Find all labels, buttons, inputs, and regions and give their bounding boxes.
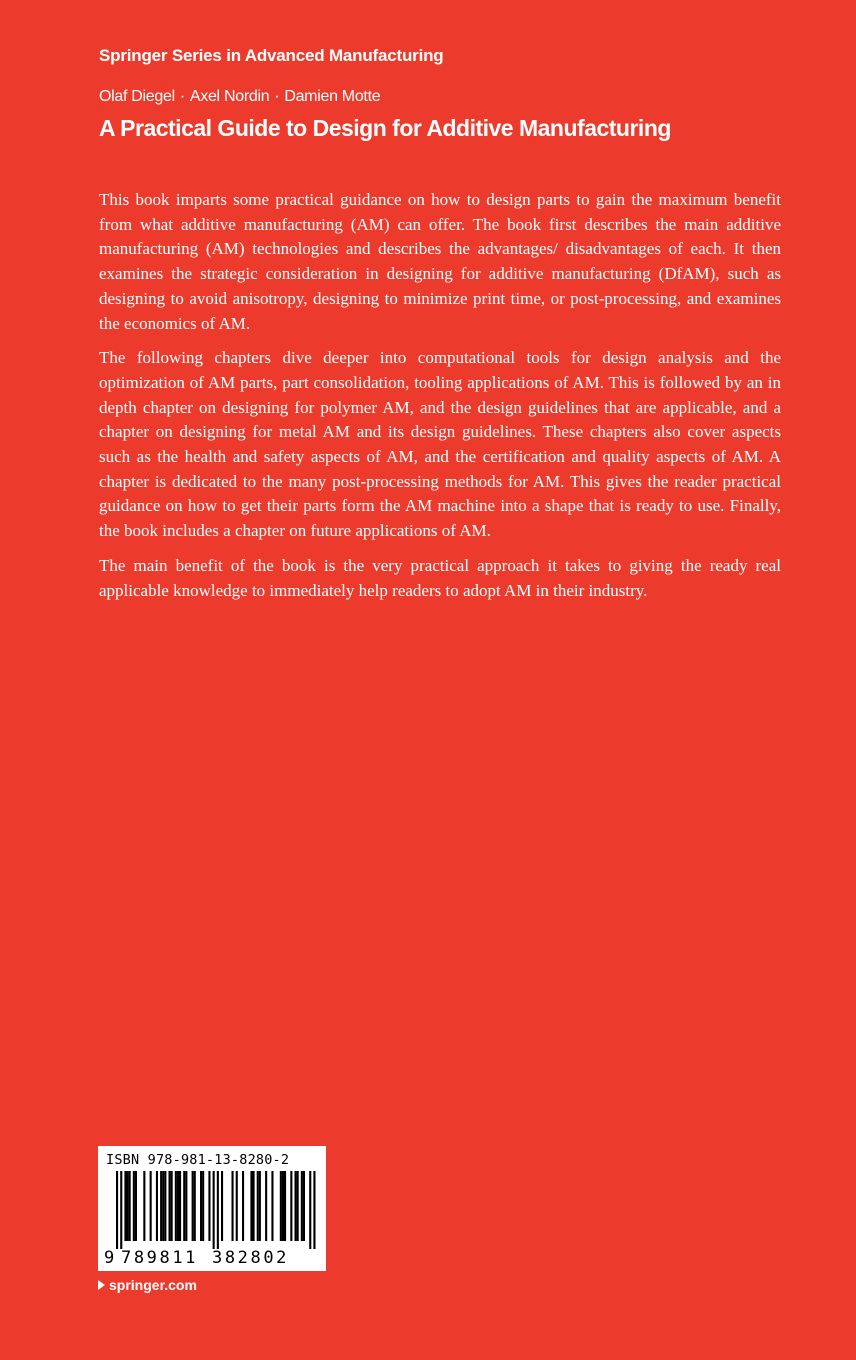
barcode-bar (213, 1171, 215, 1249)
barcode-bar (290, 1171, 292, 1241)
barcode-bar (169, 1171, 171, 1241)
barcode-bar (242, 1171, 244, 1241)
barcode-bar (301, 1171, 303, 1241)
barcode-bar (133, 1171, 135, 1241)
barcode-bar (143, 1171, 145, 1241)
barcode-bar (208, 1171, 210, 1241)
author-name: Damien Motte (284, 88, 381, 105)
barcode-bar (295, 1171, 297, 1241)
barcode-bar (160, 1171, 162, 1241)
barcode-digits-right: 382802 (212, 1248, 290, 1268)
barcode-bar (194, 1171, 196, 1241)
barcode-bar (313, 1171, 315, 1249)
barcode-bar (120, 1171, 122, 1249)
barcode-bar (177, 1171, 179, 1241)
publisher-link-text[interactable]: springer.com (109, 1277, 197, 1293)
author-name: Olaf Diegel (99, 88, 175, 105)
book-title: A Practical Guide to Design for Additive Manufacturing (99, 115, 671, 141)
author-separator: · (179, 88, 185, 105)
barcode-panel (98, 1146, 326, 1271)
publisher-link[interactable] (98, 1277, 197, 1293)
barcode-bar (257, 1171, 259, 1241)
barcode-bar (284, 1171, 286, 1241)
barcode-bar (127, 1171, 129, 1241)
barcode-bar (217, 1171, 219, 1249)
barcode-bar (124, 1171, 126, 1241)
barcode-bar (171, 1171, 173, 1241)
description-paragraph: The main benefit of the book is the very practical approach it takes to giving the ready real applicable knowledge to immediately help readers to adopt AM in their industry. (99, 555, 781, 600)
barcode-bar (179, 1171, 181, 1241)
barcode-bar (150, 1171, 152, 1241)
barcode-bar (303, 1171, 305, 1241)
barcode-bar (183, 1171, 185, 1241)
arrow-right-icon (98, 1280, 105, 1290)
barcode-bar (265, 1171, 267, 1241)
barcode-bar (192, 1171, 194, 1241)
book-description (99, 188, 781, 613)
barcode-bar (253, 1171, 255, 1241)
barcode-bar (129, 1171, 131, 1241)
barcode-bar (200, 1171, 202, 1241)
series-title: Springer Series in Advanced Manufacturing (99, 46, 444, 65)
authors (99, 88, 380, 106)
author-name: Axel Nordin (189, 88, 270, 105)
barcode-bar (250, 1171, 252, 1241)
barcode-bar (309, 1171, 311, 1249)
barcode-bar (271, 1171, 273, 1241)
barcode-digits-left: 789811 (121, 1248, 199, 1268)
barcode-bar (280, 1171, 282, 1241)
isbn-label: ISBN 978-981-13-8280-2 (106, 1152, 290, 1168)
barcode-bar (202, 1171, 204, 1241)
barcode-bar (175, 1171, 177, 1241)
barcode-bar (185, 1171, 187, 1241)
barcode (104, 1171, 320, 1249)
description-paragraph: This book imparts some practical guidance on how to design parts to gain the maximum benefit from what additive manufacturing (AM) can offer. The book first describes the main additive manufacturing (AM) technologies and describes the advantages/ disadvantages of each. It then examines the strategic consideration in designing for additive manufacturing (DfAM), such as designing to avoid anisotropy, designing to minimize print time, or post-processing, and examines the economics of AM. (99, 190, 781, 333)
barcode-digit-first: 9 (104, 1248, 115, 1268)
barcode-bar (221, 1171, 223, 1241)
barcode-bar (116, 1171, 118, 1249)
barcode-bar (156, 1171, 158, 1241)
barcode-bar (135, 1171, 137, 1241)
barcode-bar (164, 1171, 166, 1241)
barcode-bar (236, 1171, 238, 1241)
barcode-bar (297, 1171, 299, 1241)
barcode-bar (259, 1171, 261, 1241)
barcode-bar (162, 1171, 164, 1241)
description-paragraph: The following chapters dive deeper into computational tools for design analysis and the optimization of AM parts, part consolidation, tooling applications of AM. This is followed by an in depth chapter on designing for polymer AM, and the design guidelines that are applicable, and a chapter on designing for metal AM and its design guidelines. These chapters also cover aspects such as the health and safety aspects of AM, and the certification and quality aspects of AM. A chapter is dedicated to the many post-processing methods for AM. This gives the reader practical guidance on how to get their parts form the AM machine into a shape that is ready to use. Finally, the book includes a chapter on future applications of AM. (99, 348, 781, 541)
author-separator: · (274, 88, 280, 105)
barcode-bar (232, 1171, 234, 1241)
barcode-bar (282, 1171, 284, 1241)
